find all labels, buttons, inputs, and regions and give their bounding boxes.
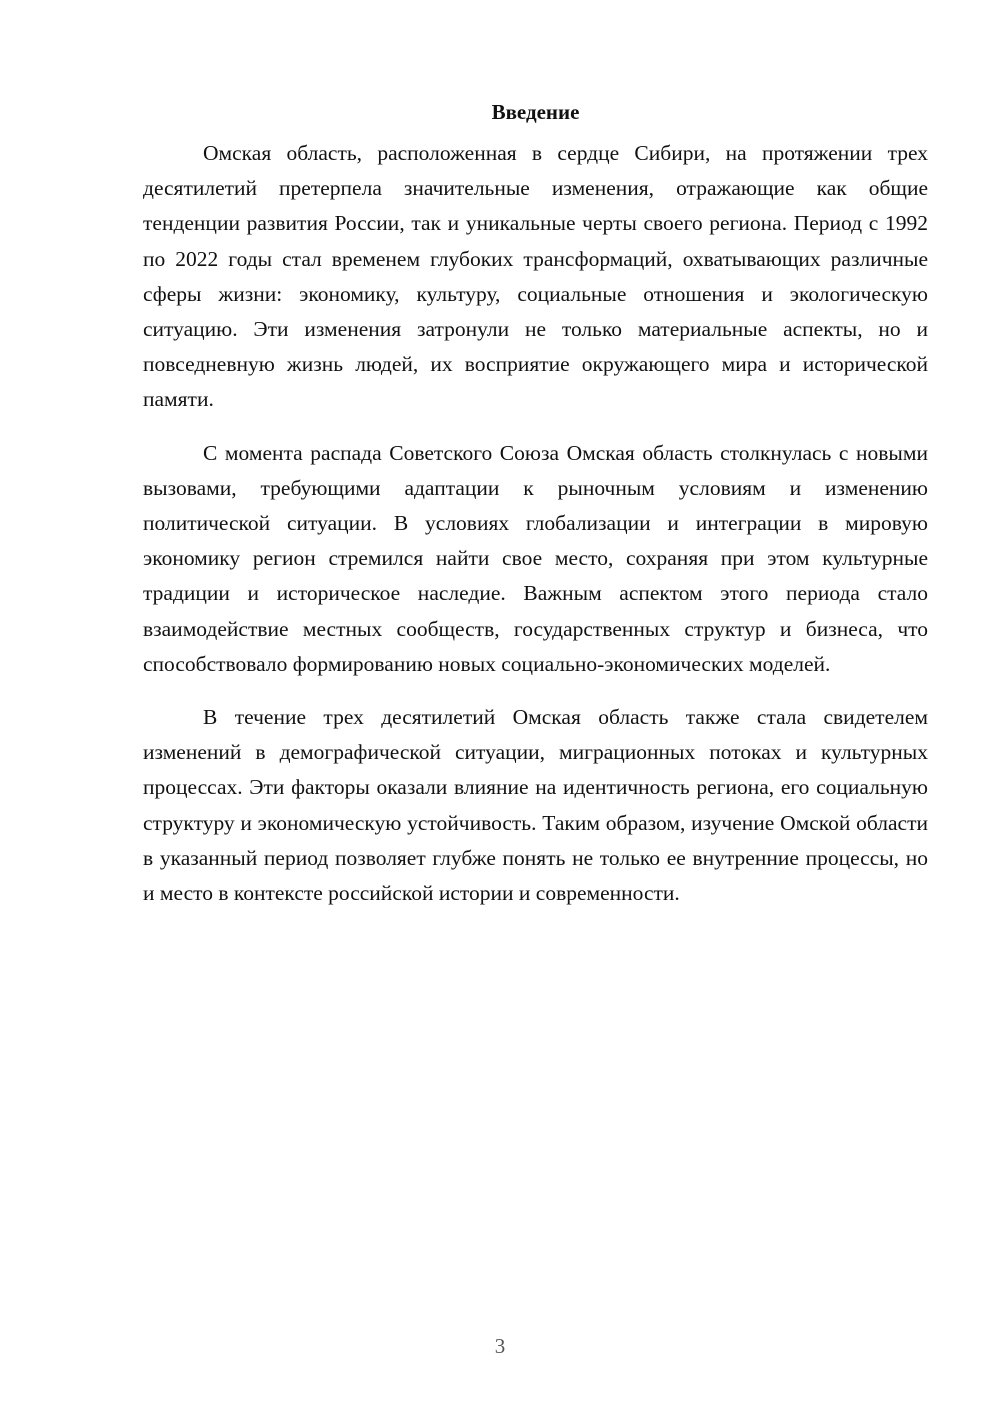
paragraph-2: С момента распада Советского Союза Омская область столкнулась с новыми вызовами, требующими адаптации к рыночным условиям и изменению политической ситуации. В условиях глобализации и интеграции в мировую экономику регион стремился найти свое место, сохраняя при этом культурные традиции и историческое наследие. Важным аспектом этого периода стало взаимодействие местных сообществ, государственных структур и бизнеса, что способствовало формированию новых социально-экономических моделей. [143,440,928,676]
paragraph-1: Омская область, расположенная в сердце Сибири, на протяжении трех десятилетий претерпела значительные изменения, отражающие как общие тенденции развития России, так и уникальные черты своего региона. Период с 1992 по 2022 годы стал временем глубоких трансформаций, охватывающих различные сферы жизни: экономику, культуру, социальные отношения и экологическую ситуацию. Эти изменения затронули не только материальные аспекты, но и повседневную жизнь людей, их восприятие окружающего мира и исторической памяти. [143,141,928,412]
section-title: Введение [491,100,580,124]
page-number: 3 [494,1334,506,1358]
paragraph-3: В течение трех десятилетий Омская область также стала свидетелем изменений в демографической ситуации, миграционных потоках и культурных процессах. Эти факторы оказали влияние на идентичность региона, его социальную структуру и экономическую устойчивость. Таким образом, изучение Омской области в указанный период позволяет глубже понять не только ее внутренние процессы, но и место в контексте российской истории и современности. [143,705,928,906]
page-content [143,98,928,929]
